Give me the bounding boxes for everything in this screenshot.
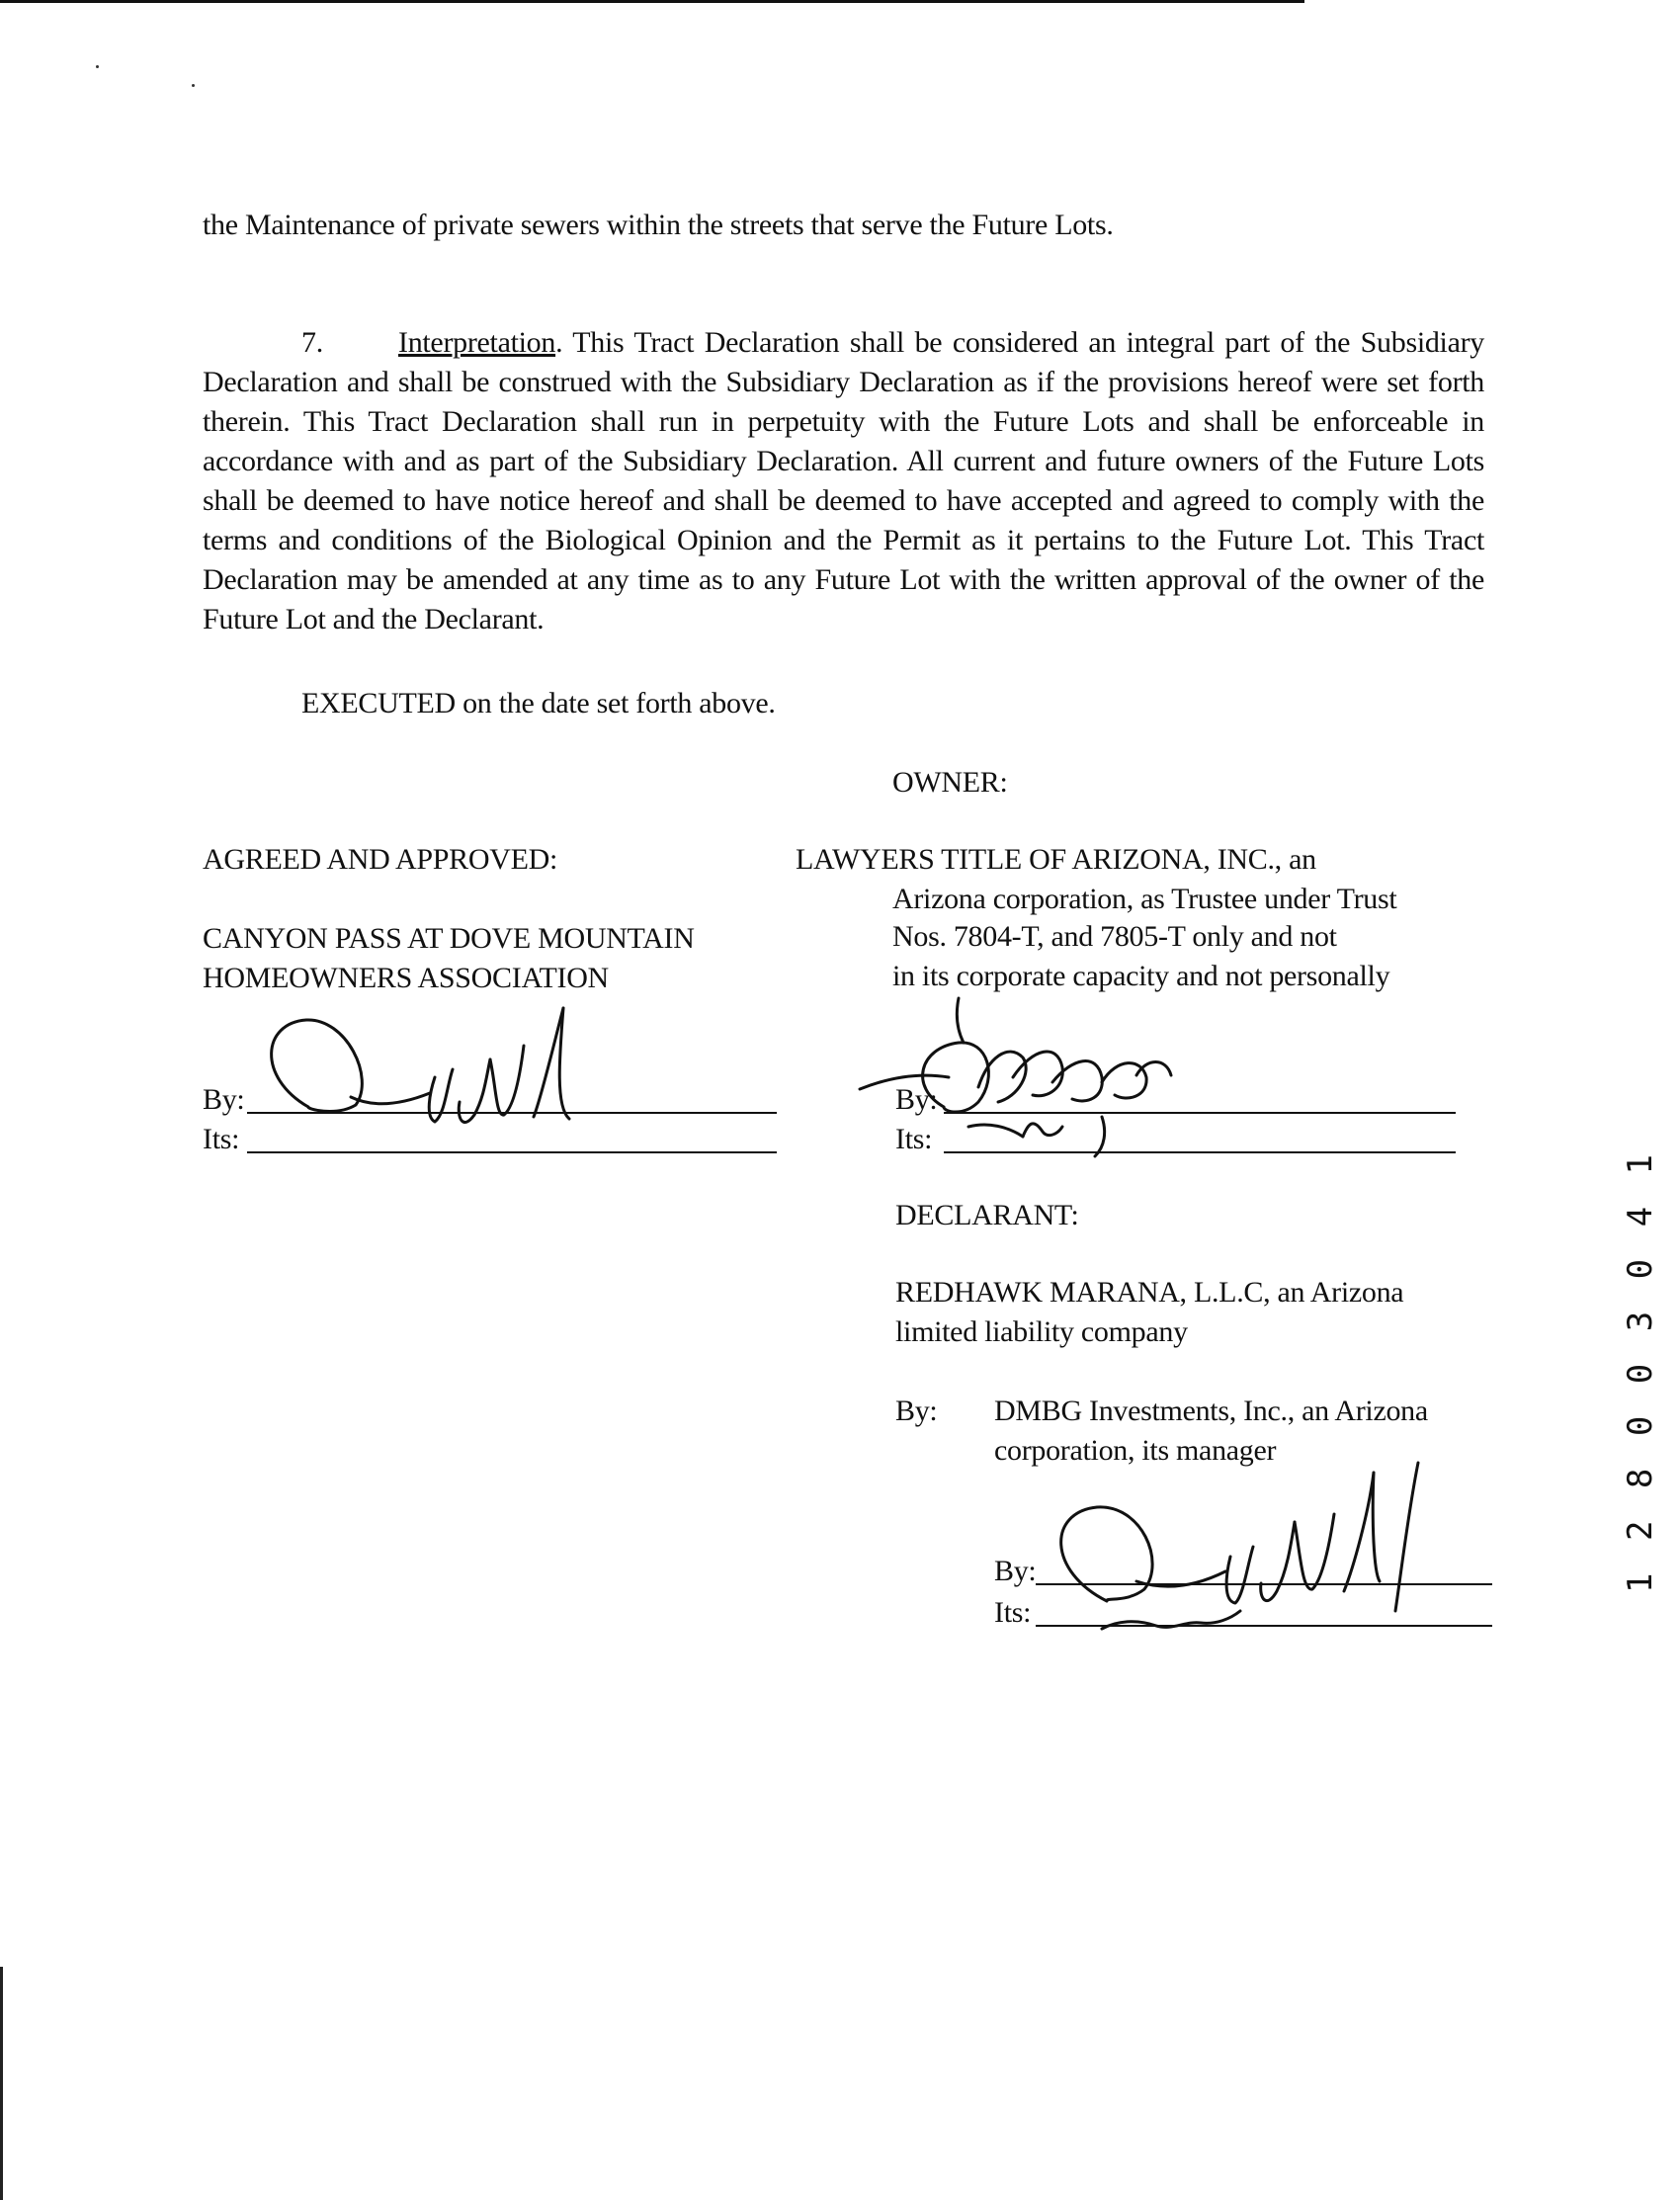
scan-speck bbox=[96, 65, 99, 68]
section-number: 7. bbox=[301, 326, 323, 359]
executed-line: EXECUTED on the date set forth above. bbox=[301, 687, 776, 719]
owner-by-label: By: bbox=[895, 1083, 938, 1116]
manager-line-1: DMBG Investments, Inc., an Arizona bbox=[994, 1395, 1428, 1427]
owner-line-3: Nos. 7804-T, and 7805-T only and not bbox=[892, 920, 1337, 953]
association-signature-icon bbox=[237, 998, 652, 1166]
declarant-signature-icon bbox=[1028, 1453, 1463, 1641]
owner-line-4: in its corporate capacity and not personally bbox=[892, 960, 1390, 992]
section-7-paragraph bbox=[203, 323, 1484, 639]
owner-label: OWNER: bbox=[892, 766, 1008, 799]
association-name-1: CANYON PASS AT DOVE MOUNTAIN bbox=[203, 922, 695, 955]
declarant-label: DECLARANT: bbox=[895, 1199, 1079, 1231]
scan-speck bbox=[192, 84, 195, 87]
owner-line-1: LAWYERS TITLE OF ARIZONA, INC., an bbox=[796, 843, 1316, 876]
owner-line-2: Arizona corporation, as Trustee under Trust bbox=[892, 883, 1397, 915]
owner-signature-icon bbox=[850, 988, 1245, 1166]
section-body: . This Tract Declaration shall be considered an integral part of the Subsidiary Declaration and shall be construed with the Subsidiary Declaration as if the provisions hereof were set forth therein. This Tract Declaration shall run in perpetuity with the Future Lots and shall be enforceable in accordance with and as part of the Subsidiary Declaration. All current and future owners of the Future Lots shall be deemed to have notice hereof and shall be deemed to have accepted and agreed to comply with the terms and conditions of the Biological Opinion and the Permit as it pertains to the Future Lot. This Tract Declaration may be amended at any time as to any Future Lot with the written approval of the owner of the Future Lot and the Declarant. bbox=[203, 326, 1484, 635]
declarant-line-2: limited liability company bbox=[895, 1315, 1188, 1348]
scan-left-edge bbox=[0, 1967, 3, 2200]
section-heading: Interpretation bbox=[398, 326, 556, 359]
continuation-text: the Maintenance of private sewers within the streets that serve the Future Lots. bbox=[203, 209, 1114, 241]
owner-its-label: Its: bbox=[895, 1123, 933, 1155]
association-its-label: Its: bbox=[203, 1123, 240, 1155]
manager-line-2: corporation, its manager bbox=[994, 1434, 1277, 1467]
declarant-by-label: By: bbox=[895, 1395, 938, 1427]
agreed-approved-label: AGREED AND APPROVED: bbox=[203, 843, 558, 876]
declarant-line-1: REDHAWK MARANA, L.L.C, an Arizona bbox=[895, 1276, 1404, 1309]
association-name-2: HOMEOWNERS ASSOCIATION bbox=[203, 962, 609, 994]
association-by-label: By: bbox=[203, 1083, 245, 1116]
scan-top-edge bbox=[0, 0, 1304, 3]
document-stamp-number: 1 2 8 0 0 3 0 4 1 bbox=[1621, 1148, 1660, 1593]
declarant-its-label: Its: bbox=[994, 1596, 1032, 1629]
declarant-by2-label: By: bbox=[994, 1555, 1037, 1587]
